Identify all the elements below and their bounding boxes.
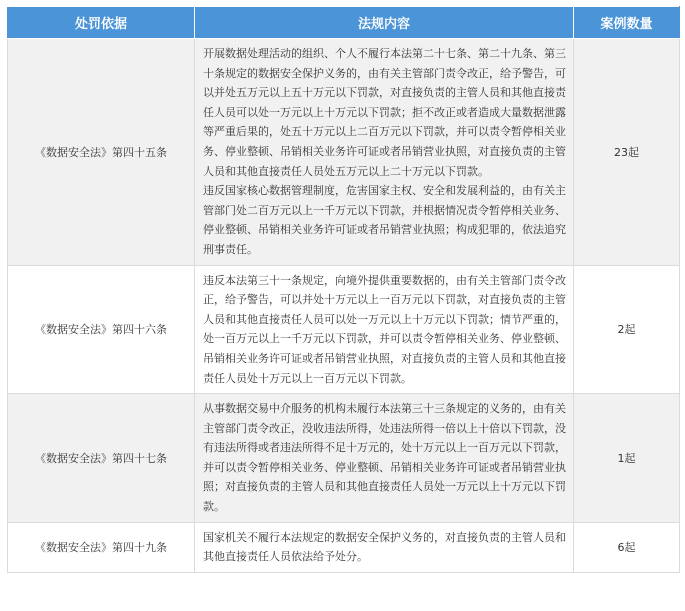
penalty-table-container — [7, 6, 679, 573]
table-row — [8, 265, 680, 394]
table-header-row — [8, 7, 680, 39]
regulation-paragraph: 从事数据交易中介服务的机构未履行本法第三十三条规定的义务的，由有关主管部门责令改正，没收违法所得，处违法所得一倍以上十倍以下罚款，没有违法所得或者违法所得不足十万元的，处十万元以上一百万元以下罚款，并可以责令暂停相关业务、停业整顿、吊销相关业务许可证或者吊销营业执照；对直接负责的主管人员和其他直接责任人员处一万元以上十万元以下罚款。 — [203, 402, 566, 514]
regulation-content-cell — [195, 394, 574, 523]
case-count-cell: 1起 — [574, 394, 680, 523]
header-content: 法规内容 — [195, 7, 574, 39]
case-count-cell: 2起 — [574, 265, 680, 394]
regulation-paragraph: 违反国家核心数据管理制度，危害国家主权、安全和发展利益的，由有关主管部门处二百万元以上一千万元以下罚款，并根据情况责令暂停相关业务、停业整顿、吊销相关业务许可证或者吊销营业执照；构成犯罪的，依法追究刑事责任。 — [203, 184, 566, 256]
header-basis: 处罚依据 — [8, 7, 195, 39]
regulation-paragraph: 违反本法第三十一条规定，向境外提供重要数据的，由有关主管部门责令改正，给予警告，可以并处十万元以上一百万元以下罚款，对直接负责的主管人员和其他直接责任人员可以处一万元以上十万元以下罚款；情节严重的，处一百万元以上一千万元以下罚款，并可以责令暂停相关业务、停业整顿、吊销相关业务许可证或者吊销营业执照，对直接负责的主管人员和其他直接责任人员处十万元以上一百万元以下罚款。 — [203, 273, 566, 385]
case-count-cell: 6起 — [574, 522, 680, 572]
case-count-cell: 23起 — [574, 39, 680, 266]
table-row — [8, 522, 680, 572]
header-count: 案例数量 — [574, 7, 680, 39]
penalty-basis-cell: 《数据安全法》第四十九条 — [8, 522, 195, 572]
regulation-paragraph: 国家机关不履行本法规定的数据安全保护义务的，对直接负责的主管人员和其他直接责任人员依法给予处分。 — [203, 530, 566, 564]
penalty-basis-cell: 《数据安全法》第四十五条 — [8, 39, 195, 266]
regulation-content-cell — [195, 265, 574, 394]
table-row — [8, 39, 680, 266]
penalty-table — [7, 6, 680, 573]
regulation-content-cell — [195, 522, 574, 572]
penalty-basis-cell: 《数据安全法》第四十七条 — [8, 394, 195, 523]
table-row — [8, 394, 680, 523]
regulation-paragraph: 开展数据处理活动的组织、个人不履行本法第二十七条、第二十九条、第三十条规定的数据安全保护义务的，由有关主管部门责令改正，给予警告，可以并处五万元以上五十万元以下罚款，对直接负责的主管人员和其他直接责任人员可以处一万元以上十万元以下罚款；拒不改正或者造成大量数据泄露等严重后果的，处五十万元以上二百万元以下罚款，并可以责令暂停相关业务、停业整顿、吊销相关业务许可证或者吊销营业执照，对直接负责的主管人员和其他直接责任人员处五万元以上二十万元以下罚款。 — [203, 47, 566, 178]
regulation-content-cell — [195, 39, 574, 266]
penalty-basis-cell: 《数据安全法》第四十六条 — [8, 265, 195, 394]
